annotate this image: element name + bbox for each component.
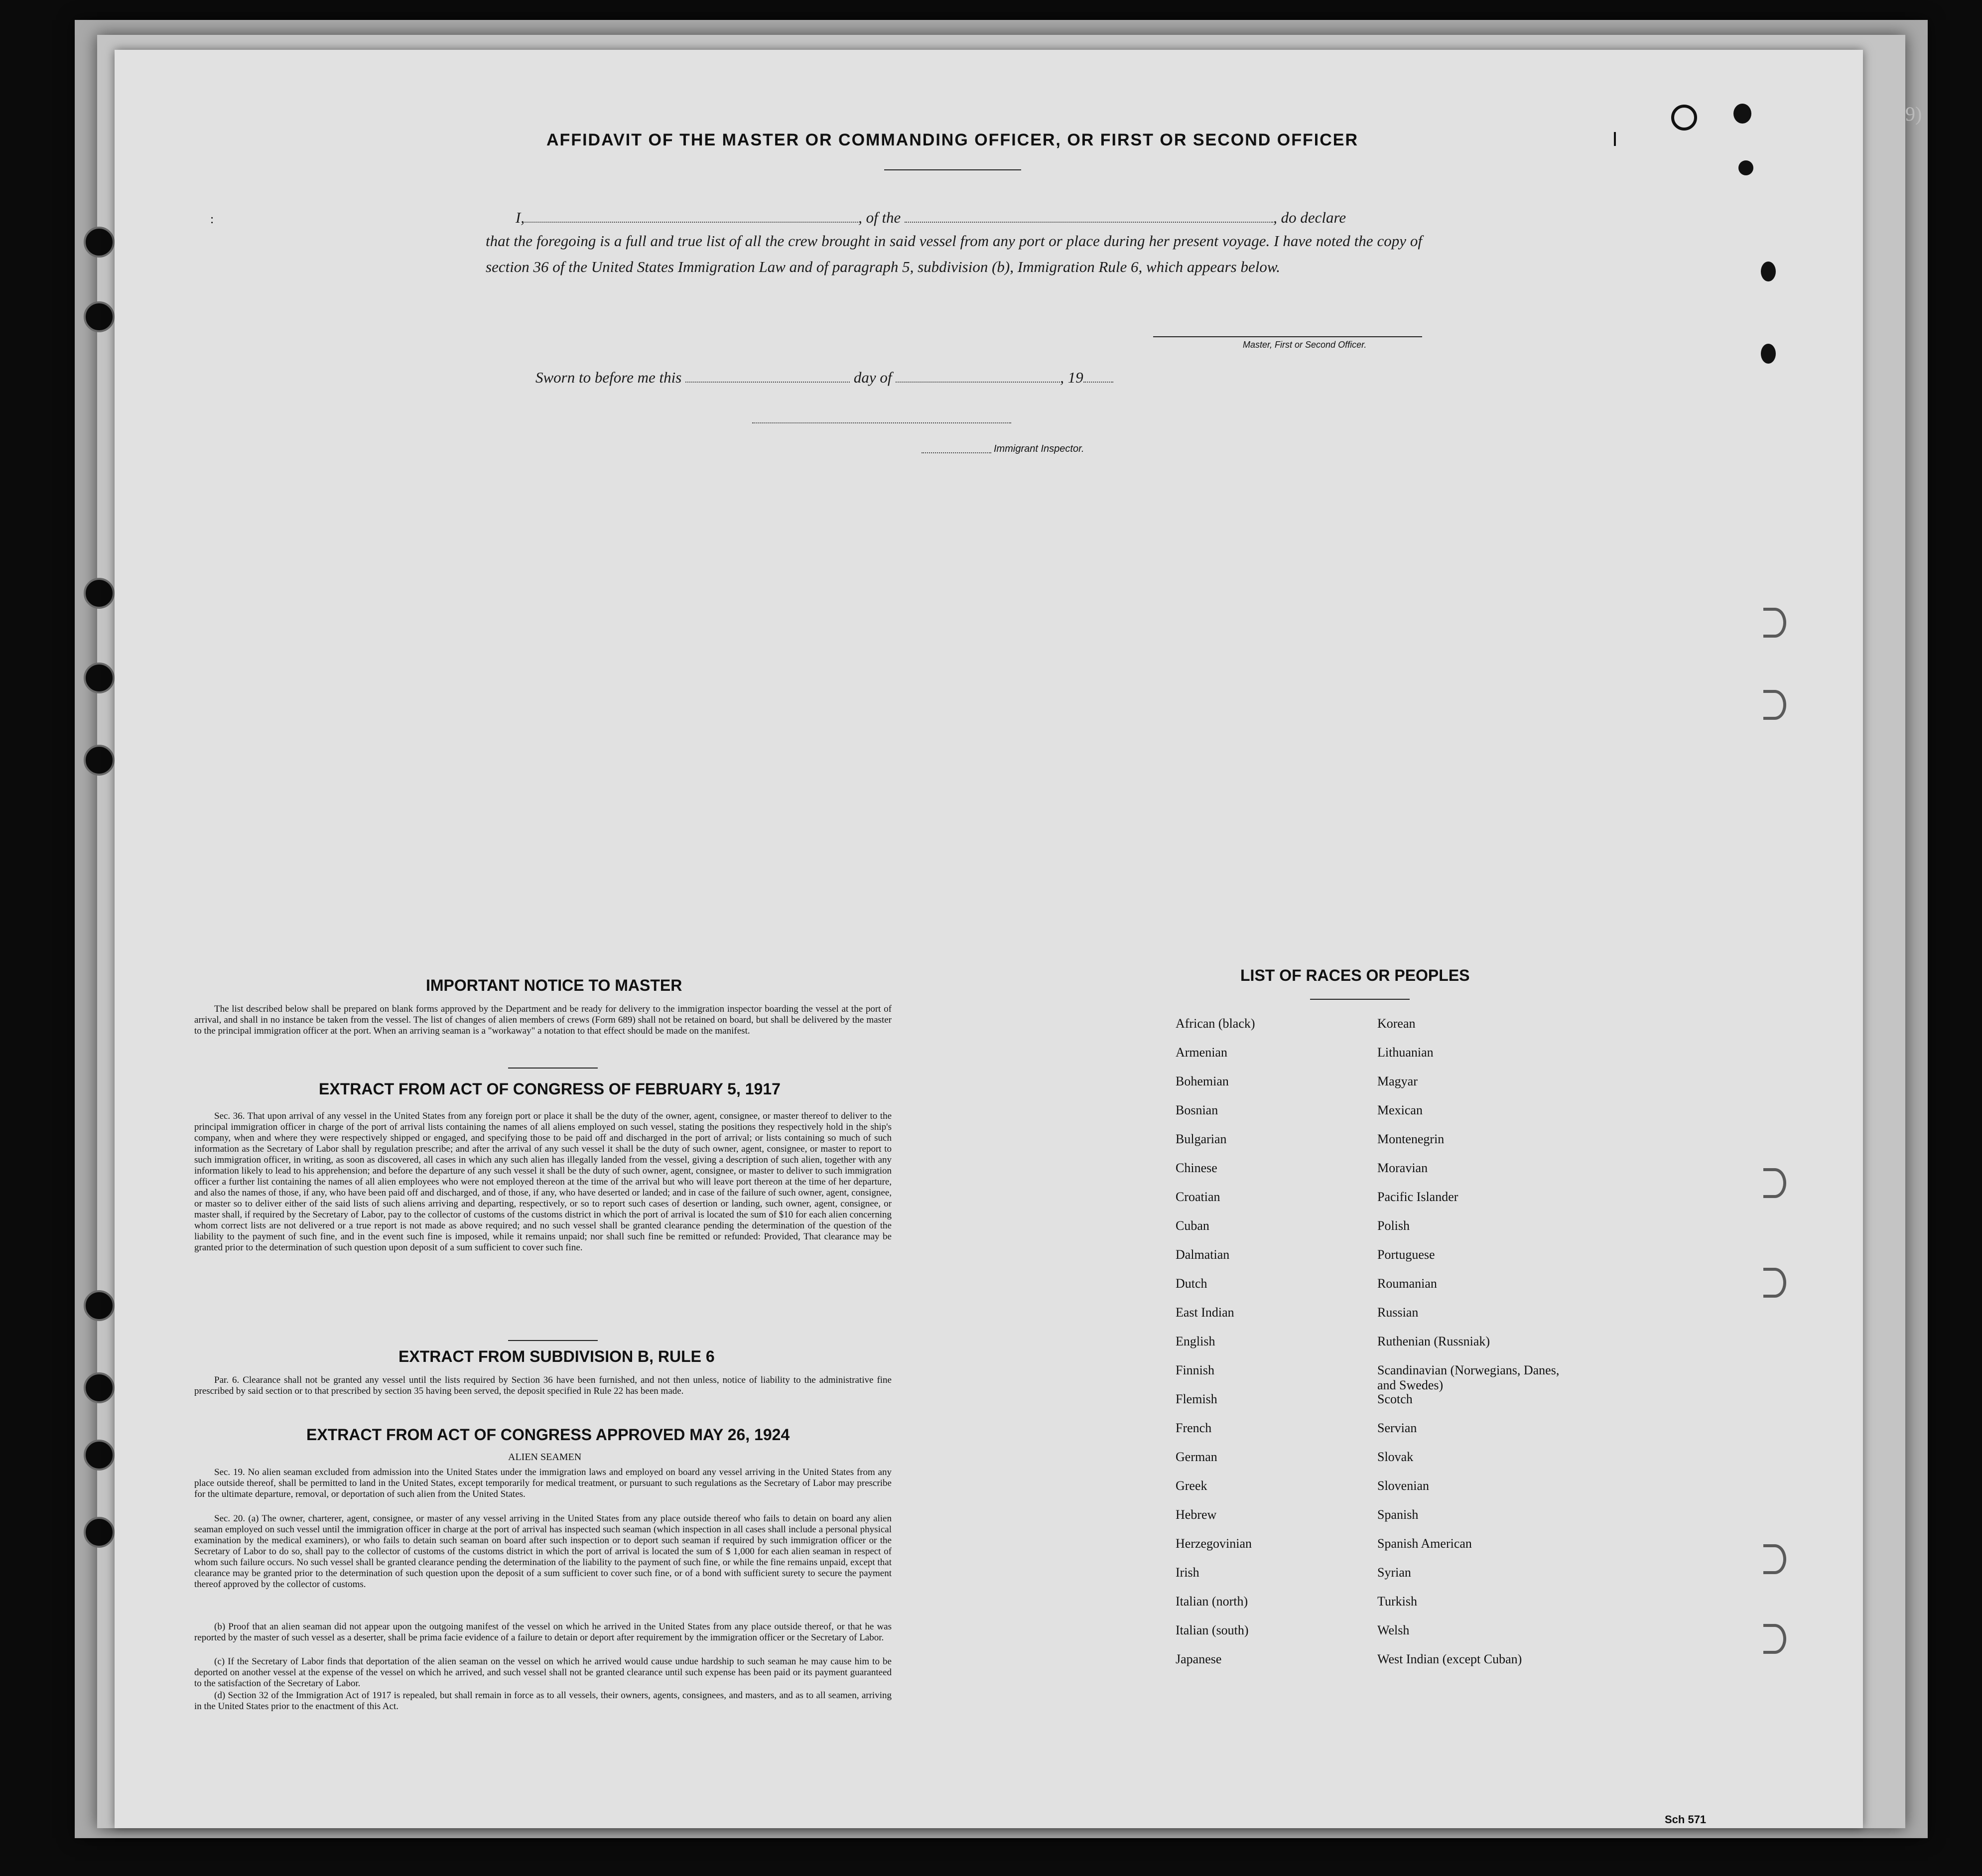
race-item: Japanese [1176,1652,1222,1666]
binder-hole [84,1290,115,1321]
race-item: Croatian [1176,1190,1220,1204]
extract-1917-body: Sec. 36. That upon arrival of any vessel in the United States from any foreign port or place it shall be the duty of the owner, agent, consignee, or master thereof to deliver to the principal immigration officer in charge of the port of arrival lists containing the names of all aliens employed on such vessel, stating the positions they respectively hold in the ship's company, when and where they were respectively shipped or engaged, and specifying those to be paid off and discharged in the port of arrival; or lists containing so much of such information as the Secretary of Labor shall by regulation prescribe; and after the arrival of any such vessel it shall be the duty of such owner, agent, consignee, or master to report to such immigration officer, in writing, as soon as discovered, all cases in which any such alien has illegally landed from the vessel, giving a description of such alien, together with any information likely to lead to his apprehension; and before the departure of any such vessel it shall be the duty of such owner, agent, consignee, or master to deliver to such immigration officer a further list containing the names of all alien employees who were not employed thereon at the time of the arrival but who will leave port thereon at the time of her departure, and also the names of those, if any, who have been paid off and discharged, and of those, if any, who have deserted or landed; and in case of the failure of such owner, agent, consignee, or master so to deliver either of the said lists of such aliens arriving and departing, respectively, or so to report such cases of desertion or landing, such owner, agent, consignee, or master shall, if required by the Secretary of Labor, pay to the collector of customs of the customs district in which the port of arrival is located the sum of $10 for each alien concerning whom correct lists are not delivered or a true report is not made as above required; and no such vessel shall be granted clearance pending the determination of the question of the liability to the payment of such fine, and in the event such fine is imposed, while it remains unpaid; nor shall such fine be remitted or refunded: Provided, That clearance may be granted prior to the determination of such question upon deposit of a sum sufficient to cover such fine. [194,1111,892,1253]
extract-1924-sec19: Sec. 19. No alien seaman excluded from admission into the United States under the immigration laws and employed on board any vessel arriving in the United States from any place outside thereof, shall be permitted to land in the United States, except temporarily for medical treatment, or pursuant to such regulations as the Secretary of Labor may prescribe for the ultimate departure, removal, or deportation of such alien from the United States. [194,1467,892,1499]
declaration-i: I, [516,209,525,226]
race-item: Magyar [1377,1074,1418,1088]
race-item: West Indian (except Cuban) [1377,1652,1522,1666]
binder-hole [84,1517,115,1548]
races-left-column [1176,1016,1375,1681]
race-item: Hebrew [1176,1507,1217,1522]
sworn-prefix: Sworn to before me this [535,369,682,386]
race-item: Spanish [1377,1507,1419,1522]
race-item: Bulgarian [1176,1132,1227,1146]
race-item: Dutch [1176,1276,1207,1291]
sworn-date-blank[interactable] [685,382,850,383]
binder-hole [84,1440,115,1471]
binder-hole [84,227,115,258]
notice-body: The list described below shall be prepared on blank forms approved by the Department and be ready for delivery to the immigration inspector boarding the vessel at the port of arrival, and shall in no instance be taken from the vessel. The list of changes of alien members of crews (Form 689) shall not be retained on board, but shall be delivered by the master to the principal immigration officer at the port. When an arriving seaman is a "workaway" a notation to that effect should be made on the manifest. [194,1004,892,1036]
bullet-mark: : [210,212,214,226]
race-item: Moravian [1377,1161,1428,1175]
race-item: Bohemian [1176,1074,1229,1088]
race-item: Finnish [1176,1363,1215,1377]
race-item: Scandinavian (Norwegians, Danes, and Swedes) [1377,1363,1560,1392]
binder-hole [1763,1544,1786,1574]
section-divider [508,1068,598,1069]
extract-1924-title: EXTRACT FROM ACT OF CONGRESS APPROVED MAY 26, 1924 [306,1426,790,1444]
race-item: Armenian [1176,1045,1227,1060]
race-item: Herzegovinian [1176,1536,1252,1551]
extract-1924-sec20c: (c) If the Secretary of Labor finds that deportation of the alien seaman on the vessel on which he arrived would cause undue hardship to such seaman he may cause him to be deported on another vessel at the expense of the vessel on which he arrived, and such vessel shall not be granted clearance until such expense has been paid or its payment guaranteed to the satisfaction of the Secretary of Labor. [194,1656,892,1689]
race-item: Slovak [1377,1450,1414,1464]
race-item: Italian (south) [1176,1623,1249,1637]
declaration-body: that the foregoing is a full and true list of all the crew brought in said vessel from any port or place during her present voyage. I have noted the copy of section 36 of the United States Immigration Law and of paragraph 5, subdivision (b), Immigration Rule 6, which appears below. [486,232,1422,275]
extract-1924-sec20a: Sec. 20. (a) The owner, charterer, agent, consignee, or master of any vessel arriving in the United States from any place outside thereof who fails to detain on board any alien seaman employed on such vessel until the immigration officer in charge at the port of arrival has inspected such seaman (which inspection in all cases shall include a personal physical examination by the medical examiners), or who fails to detain such seaman on board after such inspection or to deport such seaman if required by such immigration officer or the Secretary of Labor to do so, shall pay to the collector of customs of the customs district in which the port of arrival is located the sum of $ 1,000 for each alien seaman in respect of whom such failure occurs. No such vessel shall be granted clearance pending the determination of the liability to the payment of such fine, or while the fine remains unpaid, except that clearance may be granted prior to the determination of such question upon the deposit of a sum sufficient to cover such fine, or of a bond with sufficient surety to secure the payment thereof approved by the collector of customs. [194,1513,892,1590]
race-item: Syrian [1377,1565,1411,1580]
race-item: Chinese [1176,1161,1217,1175]
race-item: Irish [1176,1565,1199,1580]
master-signature-label: Master, First or Second Officer. [1243,340,1367,350]
punch-mark [1733,104,1751,124]
races-title-underline [1310,999,1410,1000]
race-item: Polish [1377,1218,1410,1233]
binder-hole [1763,690,1786,720]
tick-mark [1614,132,1616,146]
race-item: Cuban [1176,1218,1209,1233]
punch-mark [1761,262,1776,281]
extract-1924-sec20d: (d) Section 32 of the Immigration Act of 1917 is repealed, but shall remain in force as to all vessels, their owners, agents, consignees, and masters, and as to all seamen, arriving in the United States prior to the enactment of this Act. [194,1690,892,1712]
race-item: African (black) [1176,1016,1255,1031]
extract-1924-sec20b: (b) Proof that an alien seaman did not appear upon the outgoing manifest of the vessel on which he arrived in the United States from any place outside thereof, or that he was reported by the master of such vessel as a deserter, shall be prima facie evidence of a failure to detain or deport after requirement by the immigration officer or the Secretary of Labor. [194,1621,892,1643]
race-item: Scotch [1377,1392,1413,1406]
race-item: Ruthenian (Russniak) [1377,1334,1490,1348]
extract-1924-subtitle: ALIEN SEAMEN [508,1452,582,1463]
inspector-line-upper[interactable] [752,422,1011,423]
declaration-first-line [501,205,1437,230]
extract-rule6-title: EXTRACT FROM SUBDIVISION B, RULE 6 [398,1347,715,1365]
notice-title: IMPORTANT NOTICE TO MASTER [426,976,682,994]
title-underline [884,169,1021,170]
race-item: French [1176,1421,1212,1435]
race-item: German [1176,1450,1217,1464]
race-item: Bosnian [1176,1103,1218,1117]
race-item: English [1176,1334,1215,1348]
extract-1917-title: EXTRACT FROM ACT OF CONGRESS OF FEBRUARY 5, 1917 [319,1080,781,1098]
sworn-line [535,369,1113,387]
race-item: Dalmatian [1176,1247,1230,1262]
race-item: Pacific Islander [1377,1190,1458,1204]
races-right-column [1377,1016,1577,1681]
vessel-blank[interactable] [905,222,1273,223]
race-item: Russian [1377,1305,1419,1320]
race-item: Greek [1176,1478,1207,1493]
binder-hole [1763,1624,1786,1654]
race-item: Italian (north) [1176,1594,1248,1608]
sworn-day-of: day of [853,369,892,386]
sworn-year: , 19 [1060,369,1083,386]
binder-hole [1763,1268,1786,1298]
races-title: LIST OF RACES OR PEOPLES [1240,966,1470,984]
race-item: Servian [1377,1421,1417,1435]
extract-rule6-body: Par. 6. Clearance shall not be granted any vessel until the lists required by Section 36 have been furnished, and not then unless, notice of liability to the administrative fine prescribed by said section or to that prescribed by section 35 having been served, the deposit specified in Rule 22 has been made. [194,1375,892,1396]
binder-hole [84,1372,115,1403]
sworn-year-blank[interactable] [1083,382,1113,383]
race-item: Spanish American [1377,1536,1472,1551]
inspector-line[interactable] [922,452,991,453]
section-divider [508,1340,598,1341]
form-sheet [115,50,1863,1828]
binder-hole [84,745,115,776]
inspector-label: Immigrant Inspector. [994,443,1084,454]
punch-mark [1738,160,1753,175]
name-blank[interactable] [525,222,858,223]
race-item: Roumanian [1377,1276,1437,1291]
corner-mark: 9) [1905,103,1922,125]
master-signature-line[interactable] [1153,336,1422,337]
race-item: Welsh [1377,1623,1410,1637]
race-item: Slovenian [1377,1478,1429,1493]
race-item: Portuguese [1377,1247,1435,1262]
binder-hole [84,663,115,693]
punch-mark [1761,344,1776,364]
declaration-of-the: , of the [858,209,901,226]
sworn-month-blank[interactable] [896,382,1060,383]
race-item: Korean [1377,1016,1416,1031]
race-item: Mexican [1377,1103,1423,1117]
race-item: Turkish [1377,1594,1417,1608]
race-item: Flemish [1176,1392,1217,1406]
binder-hole [1763,608,1786,638]
binder-hole [84,578,115,609]
affidavit-title: AFFIDAVIT OF THE MASTER OR COMMANDING OFFICER, OR FIRST OR SECOND OFFICER [546,131,1358,149]
race-item: East Indian [1176,1305,1234,1320]
race-item: Montenegrin [1377,1132,1445,1146]
declaration-do-declare: , do declare [1273,209,1346,226]
punch-mark [1671,105,1697,131]
form-number: Sch 571 [1665,1813,1707,1826]
binder-hole [1763,1168,1786,1198]
binder-hole [84,301,115,332]
race-item: Lithuanian [1377,1045,1434,1060]
